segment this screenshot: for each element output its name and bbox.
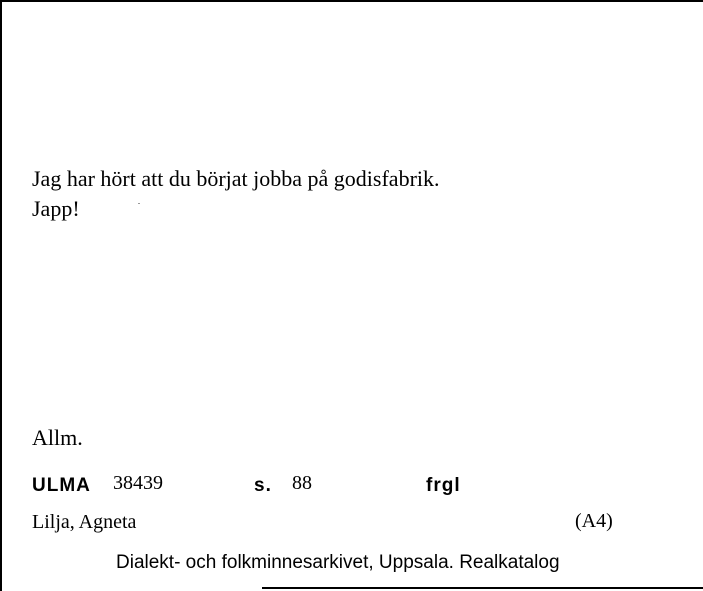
card-left-border (0, 0, 2, 591)
archive-number: 38439 (113, 472, 163, 494)
archive-label: ULMA (32, 475, 91, 496)
card-text-line-2: Japp! (32, 196, 80, 221)
card-bottom-border (262, 587, 703, 589)
card-top-border (0, 0, 703, 2)
type-code: frgl (426, 475, 461, 496)
page-label: s. (254, 475, 272, 496)
informant-name: Lilja, Agneta (32, 511, 137, 533)
archive-footer: Dialekt- och folkminnesarkivet, Uppsala. Realkatalog (116, 552, 560, 573)
scan-speckle (138, 203, 140, 204)
category-label: Allm. (32, 425, 83, 450)
format-code: (A4) (575, 510, 613, 532)
page-number: 88 (292, 472, 312, 494)
card-text-line-1: Jag har hört att du börjat jobba på godisfabrik. (32, 166, 440, 191)
